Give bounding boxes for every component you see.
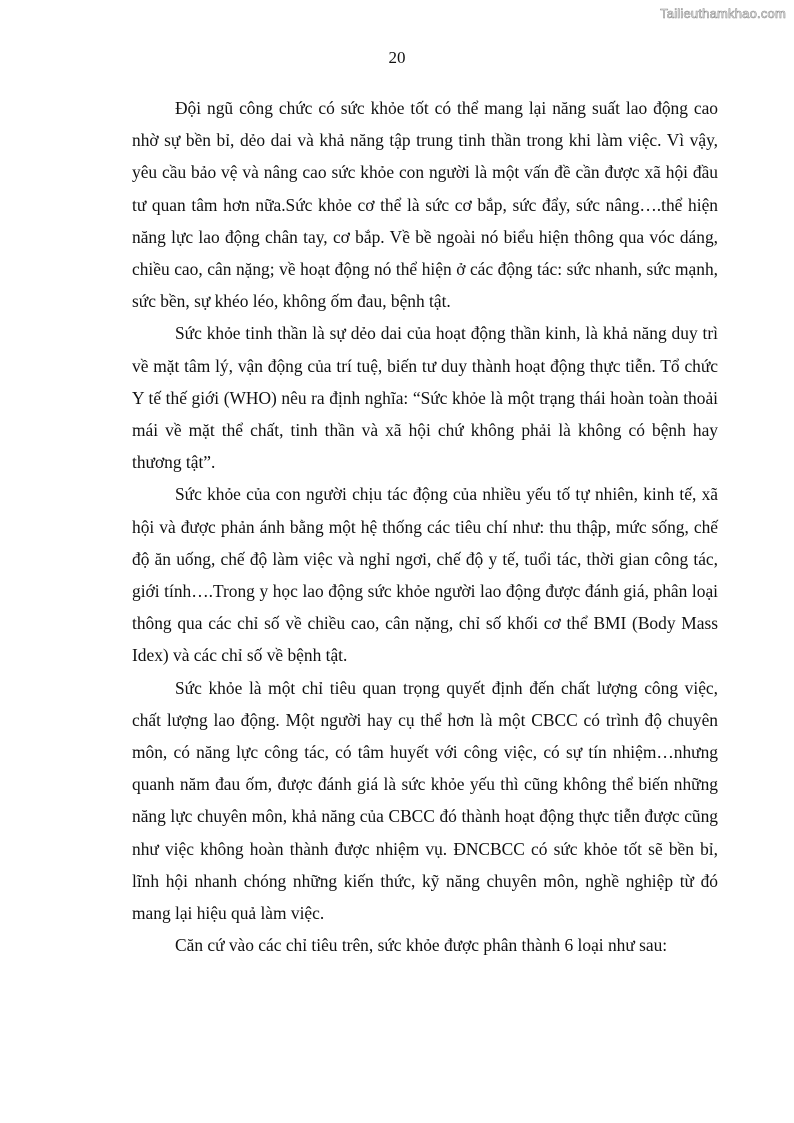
paragraph: Sức khỏe là một chỉ tiêu quan trọng quyết định đến chất lượng công việc, chất lượng lao động. Một người hay cụ thể hơn là một CBCC có trình độ chuyên môn, có năng lực công tác, có tâm huyết với công việc, có sự tín nhiệm…nhưng quanh năm đau ốm, được đánh giá là sức khỏe yếu thì cũng không thể biến những năng lực chuyên môn, khả năng của CBCC đó thành hoạt động thực tiễn được cũng như việc không hoàn thành được nhiệm vụ. ĐNCBCC có sức khỏe tốt sẽ bền bỉ, lĩnh hội nhanh chóng những kiến thức, kỹ năng chuyên môn, nghề nghiệp từ đó mang lại hiệu quả làm việc. (132, 677, 718, 924)
watermark: Tailieuthamkhao.com (660, 6, 786, 21)
paragraph: Sức khỏe tinh thần là sự dẻo dai của hoạt động thần kinh, là khả năng duy trì về mặt tâm lý, vận động của trí tuệ, biến tư duy thành hoạt động thực tiễn. Tổ chức Y tế thế giới (WHO) nêu ra định nghĩa: “Sức khỏe là một trạng thái hoàn toàn thoải mái về mặt thể chất, tinh thần và xã hội chứ không phải là không có bệnh hay thương tật”. (132, 323, 718, 473)
paragraph: Sức khỏe của con người chịu tác động của nhiều yếu tố tự nhiên, kinh tế, xã hội và được phản ánh bằng một hệ thống các tiêu chí như: thu thập, mức sống, chế độ ăn uống, chế độ làm việc và nghỉ ngơi, chế độ y tế, tuổi tác, thời gian công tác, giới tính….Trong y học lao động sức khỏe người lao động được đánh giá, phân loại thông qua các chỉ số về chiều cao, cân nặng, chỉ số khối cơ thể BMI (Body Mass Idex) và các chỉ số về bệnh tật. (132, 484, 718, 666)
page-number: 20 (388, 48, 406, 67)
paragraph: Căn cứ vào các chỉ tiêu trên, sức khỏe được phân thành 6 loại như sau: (175, 935, 668, 956)
paragraph: Đội ngũ công chức có sức khỏe tốt có thể mang lại năng suất lao động cao nhờ sự bền bỉ, dẻo dai và khả năng tập trung tinh thần trong khi làm việc. Vì vậy, yêu cầu bảo vệ và nâng cao sức khỏe con người là một vấn đề cần được xã hội đầu tư quan tâm hơn nữa.Sức khỏe cơ thể là sức cơ bắp, sức đẩy, sức nâng….thể hiện năng lực lao động chân tay, cơ bắp. Về bề ngoài nó biểu hiện thông qua vóc dáng, chiều cao, cân nặng; về hoạt động nó thể hiện ở các động tác: sức nhanh, sức mạnh, sức bền, sự khéo léo, không ốm đau, bệnh tật. (132, 98, 718, 312)
document-body (132, 92, 718, 961)
